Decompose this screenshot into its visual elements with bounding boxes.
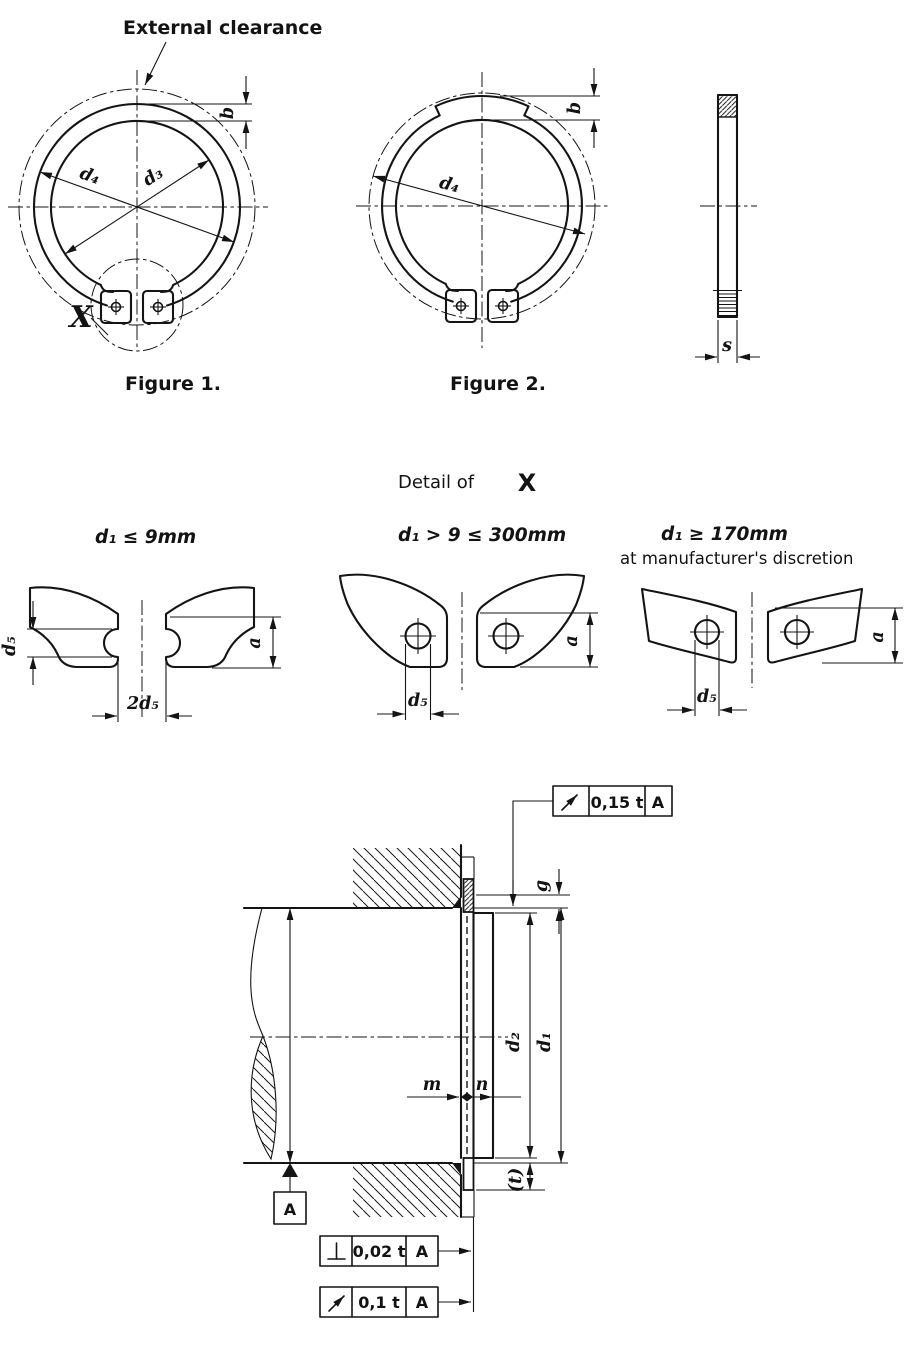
b-dimension xyxy=(484,68,600,148)
d4-label: d₄ xyxy=(76,163,103,190)
figure2-ring-front-view xyxy=(356,68,608,395)
right-lug-detail xyxy=(166,587,254,667)
datum-a-label: A xyxy=(283,1200,297,1219)
tolerance-value: 0,1 t xyxy=(358,1293,400,1312)
ring-side-view xyxy=(695,95,760,363)
g-dimension xyxy=(474,869,570,934)
callout-leader xyxy=(145,42,166,85)
t-ref-label: (t) xyxy=(506,1167,526,1193)
g-label: g xyxy=(532,879,552,893)
a-label: a xyxy=(562,635,582,647)
tolerance-value: 0,15 t xyxy=(590,793,644,812)
d4-label: d₄ xyxy=(437,172,462,198)
two-d5-label: 2d₅ xyxy=(126,694,160,714)
d3-label: d₃ xyxy=(139,162,168,191)
x-marker: X xyxy=(69,300,93,335)
left-segment-detail xyxy=(642,589,736,663)
section-cap xyxy=(718,95,737,117)
tolerance-datum: A xyxy=(415,1242,429,1261)
a-dimension xyxy=(480,613,598,667)
s-dimension xyxy=(695,320,760,363)
detail-title: Detail of xyxy=(398,472,475,493)
m-n-dimensions xyxy=(407,1075,521,1102)
right-lug-detail xyxy=(477,575,584,667)
retained-part xyxy=(474,913,494,1158)
d4-dimension-line xyxy=(373,176,585,234)
housing-upper-section xyxy=(353,848,461,908)
tolerance-datum: A xyxy=(415,1293,429,1312)
tolerance-datum: A xyxy=(651,793,665,812)
n-label: n xyxy=(475,1075,489,1095)
perpendicularity-icon xyxy=(328,1243,345,1259)
d5-dimension xyxy=(0,601,112,685)
detail-variant-1 xyxy=(0,527,281,722)
break-line xyxy=(251,908,263,1036)
variant3-condition: d₁ ≥ 170mm xyxy=(661,524,788,545)
d5-label: d₅ xyxy=(697,687,717,707)
circular-runout-icon xyxy=(329,1296,344,1311)
variant1-condition: d₁ ≤ 9mm xyxy=(95,527,197,548)
figure1-ring-front-view xyxy=(8,17,322,395)
d1-label: d₁ xyxy=(535,1032,555,1052)
detail-x-marker: X xyxy=(517,469,537,497)
a-label: a xyxy=(868,631,888,643)
t-dimension xyxy=(476,1163,545,1192)
tolerance-frame-perpendicularity xyxy=(320,1236,471,1266)
lug-section-lines xyxy=(718,294,737,316)
b-label: b xyxy=(565,101,585,115)
d2-dimension xyxy=(495,913,537,1158)
installation-section-view xyxy=(244,786,672,1317)
housing-lower-section xyxy=(353,1163,461,1217)
s-label: s xyxy=(722,336,732,356)
datum-triangle xyxy=(282,1163,298,1177)
a-dimension xyxy=(170,617,281,668)
b-label: b xyxy=(218,106,238,120)
m-label: m xyxy=(422,1075,442,1095)
a-label: a xyxy=(245,637,265,649)
right-segment-detail xyxy=(768,589,862,663)
detail-of-x-section xyxy=(0,469,903,722)
detail-variant-2 xyxy=(340,525,598,720)
d5-label: d₅ xyxy=(408,691,428,711)
tolerance-value: 0,02 t xyxy=(352,1242,406,1261)
datum-a xyxy=(274,1163,306,1224)
detail-variant-3 xyxy=(620,524,903,716)
break-lens xyxy=(251,1036,276,1159)
figure1-caption: Figure 1. xyxy=(125,373,221,395)
ring-section-bottom xyxy=(464,1158,474,1190)
circular-runout-icon xyxy=(562,795,577,810)
variant2-condition: d₁ > 9 ≤ 300mm xyxy=(398,525,567,546)
tolerance-frame-runout-bottom xyxy=(320,1287,471,1317)
ring-section-top xyxy=(464,879,474,912)
figure2-caption: Figure 2. xyxy=(450,373,546,395)
b-dimension xyxy=(137,76,252,149)
a-dimension xyxy=(775,608,903,663)
d5-label: d₅ xyxy=(0,636,20,656)
variant3-note: at manufacturer's discretion xyxy=(620,549,854,568)
d2-label: d₂ xyxy=(504,1032,524,1052)
left-lug-detail xyxy=(30,587,118,667)
external-clearance-label: External clearance xyxy=(123,17,323,39)
